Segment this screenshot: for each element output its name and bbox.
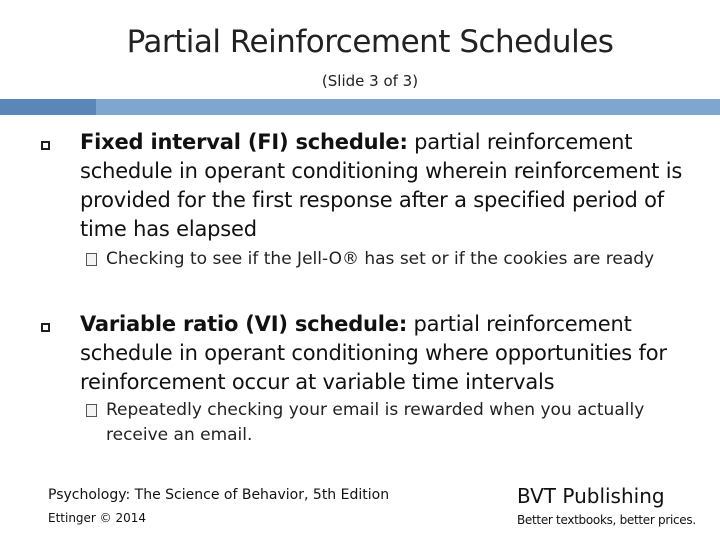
bullet-square-icon [41,323,50,332]
bullet-definition: partial reinforcement schedule in operant conditioning wherein reinforcement is provided for the first response after a specified period of time has elapsed [80,130,683,241]
header-band-accent [0,99,96,115]
footer-book-title: Psychology: The Science of Behavior, 5th Edition [48,487,390,503]
footer-author: Ettinger © 2014 [48,511,147,525]
slide-subtitle: (Slide 3 of 3) [321,72,419,90]
footer-tagline: Better textbooks, better prices. [517,513,696,527]
header-band [0,99,720,115]
bullet-variable-ratio [80,310,690,397]
bullet-fixed-interval [80,128,690,244]
bullet-term: Variable ratio (VI) schedule: [80,312,408,336]
sub-bullet-fixed-interval-example: Checking to see if the Jell-O® has set or if the cookies are ready [106,249,655,269]
sub-bullet-icon [86,253,97,266]
bullet-definition: partial reinforcement schedule in operant conditioning where opportunities for reinforcement occur at variable time intervals [80,312,667,394]
slide-title: Partial Reinforcement Schedules [126,24,614,60]
bullet-square-icon [41,141,50,150]
sub-bullet-variable-ratio-example: Repeatedly checking your email is rewarded when you actually receive an email. [106,400,645,445]
bullet-term: Fixed interval (FI) schedule: [80,130,408,154]
sub-bullet-icon [86,404,97,417]
footer-publisher: BVT Publishing [517,484,665,508]
